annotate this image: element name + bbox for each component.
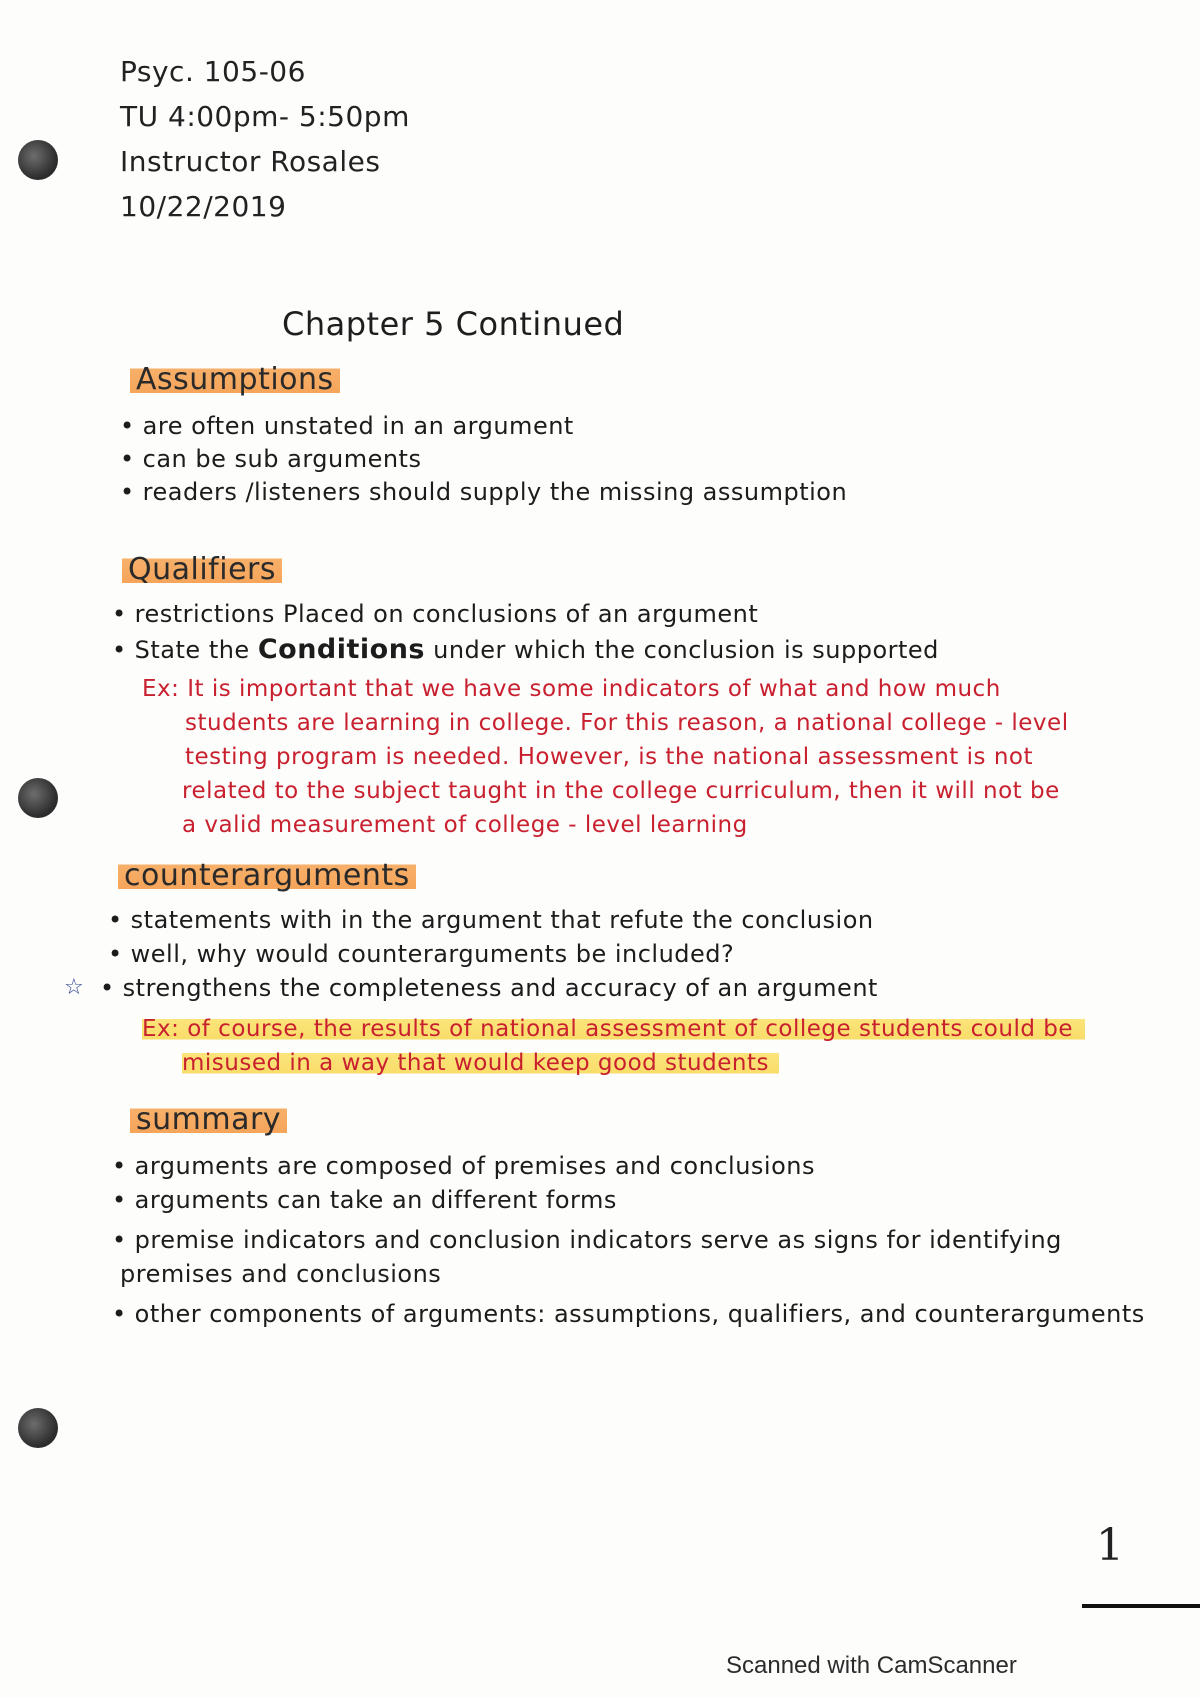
- chapter-title: Chapter 5 Continued: [282, 305, 625, 343]
- example-line: Ex: of course, the results of national assessment of college students could be: [142, 1016, 1085, 1042]
- list-item: • well, why would counterarguments be included?: [108, 940, 735, 968]
- example-line: testing program is needed. However, is the national assessment is not: [185, 744, 1033, 770]
- list-item: • statements with in the argument that refute the conclusion: [108, 906, 874, 934]
- note-date: 10/22/2019: [120, 190, 287, 223]
- section-heading-assumptions: Assumptions: [130, 362, 340, 397]
- course-code: Psyc. 105-06: [120, 55, 306, 88]
- scanner-watermark: Scanned with CamScanner: [726, 1652, 1017, 1679]
- star-icon: ☆: [64, 975, 85, 1000]
- list-item: • can be sub arguments: [120, 445, 422, 473]
- list-item: • are often unstated in an argument: [120, 412, 574, 440]
- emphasized-word: Conditions: [257, 634, 425, 665]
- list-item: • restrictions Placed on conclusions of an argument: [112, 600, 759, 628]
- example-line: related to the subject taught in the college curriculum, then it will not be: [182, 778, 1060, 804]
- list-item: • readers /listeners should supply the missing assumption: [120, 478, 848, 506]
- section-heading-summary: summary: [130, 1102, 287, 1137]
- list-item: • arguments are composed of premises and conclusions: [112, 1152, 815, 1180]
- list-item: • other components of arguments: assumptions, qualifiers, and counterarguments: [112, 1300, 1145, 1328]
- list-item-continuation: premises and conclusions: [120, 1260, 442, 1288]
- section-heading-counterarguments: counterarguments: [118, 858, 416, 893]
- example-line: Ex: It is important that we have some indicators of what and how much: [142, 676, 1001, 702]
- binder-hole-middle: [18, 778, 58, 818]
- binder-hole-bottom: [18, 1408, 58, 1448]
- section-heading-qualifiers: Qualifiers: [122, 552, 282, 587]
- example-line: misused in a way that would keep good students: [182, 1050, 779, 1076]
- page-number: 1: [1096, 1520, 1125, 1571]
- instructor-name: Instructor Rosales: [120, 145, 381, 178]
- list-item: • strengthens the completeness and accuracy of an argument: [100, 974, 878, 1002]
- page-number-underline: [1082, 1604, 1200, 1608]
- list-item: • premise indicators and conclusion indicators serve as signs for identifying: [112, 1226, 1062, 1254]
- example-line: students are learning in college. For this reason, a national college - level: [185, 710, 1069, 736]
- binder-hole-top: [18, 140, 58, 180]
- class-time: TU 4:00pm- 5:50pm: [120, 100, 410, 133]
- list-item: • arguments can take an different forms: [112, 1186, 617, 1214]
- list-item: • State the Conditions under which the conclusion is supported: [112, 634, 939, 665]
- example-line: a valid measurement of college - level learning: [182, 812, 748, 838]
